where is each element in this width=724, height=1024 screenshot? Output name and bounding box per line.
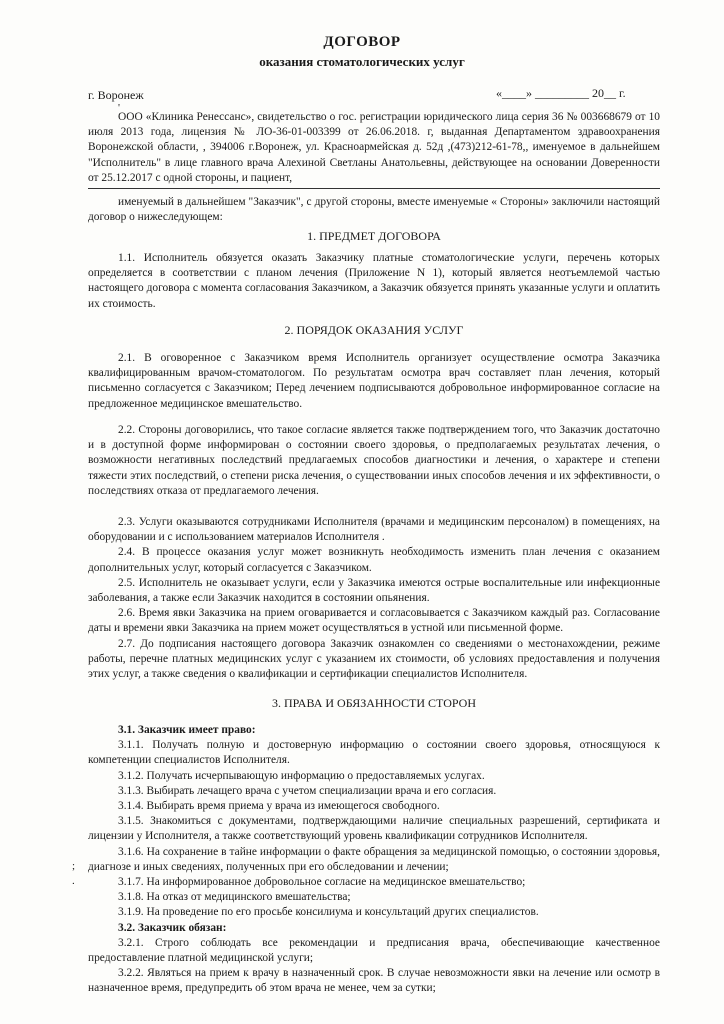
patient-name-line [88,188,660,189]
contract-date: «____» _________ 20__ г. [496,86,626,100]
section-3-heading: 3. ПРАВА И ОБЯЗАННОСТИ СТОРОН [271,696,477,710]
clause-2-2-block [88,423,660,499]
scan-mark: ' [118,102,120,114]
clause-3-2-2: 3.2.2. Являться на прием к врачу в назначенный срок. В случае невозможности явки на лечение или осмотр в назначенное время, предупредить об этом врача не менее, чем за сутки; [88,967,660,995]
clause-3-1-8: 3.1.8. На отказ от медицинского вмешательства; [118,891,351,904]
clause-3-2-1: 3.2.1. Строго соблюдать все рекомендации и предписания врача, обеспечивающие качественное предоставление платной медицинской услуги; [88,936,660,965]
clauses-2-3-to-2-7 [88,515,660,682]
clause-3-1-9: 3.1.9. На проведение по его просьбе консилиума и консультаций других специалистов. [118,906,539,919]
clause-2-2: 2.2. Стороны договорились, что такое согласие является также подтверждением того, что Заказчик достаточно и в доступной форме информирован о состоянии своего здоровья, о предполагаемых результатах лечения, о возможности негативных последствий предлагаемых способов диагностики и лечения, о характере и степени тяжести этих последствий, о степени риска лечения, о существовании иных способов лечения и их эффективности, о последствиях отказа от предлагаемого лечения. [88,424,660,497]
clause-1-1: 1.1. Исполнитель обязуется оказать Заказчику платные стоматологические услуги, перечень которых определяется в соответствии с планом лечения (Приложение N 1), который является неотъемлемой частью настоящего договора с момента согласования Заказчиком, а Заказчик обязуется принять указанные услуги и оплатить их стоимость. [88,252,660,310]
subsection-3-1-title: 3.1. Заказчик имеет право: [118,724,256,736]
clause-2-7: 2.7. До подписания настоящего договора Заказчик ознакомлен со сведениями о местонахождении, режиме работы, перечне платных медицинских услуг с указанием их стоимости, об условиях предоставления и получения этих услуг, а также сведения о квалификации и сертификации специалистов Исполнителя. [88,637,660,681]
clause-2-6: 2.6. Время явки Заказчика на прием оговаривается и согласовывается с Заказчиком каждый раз. Согласование даты и времени явки Заказчика на прием может осуществляться в устной или письменной форме. [88,607,660,635]
preamble-continuation [88,195,660,225]
preamble-paragraph-2: именуемый в дальнейшем "Заказчик", с другой стороны, вместе именуемые « Стороны» заключили настоящий договор о нижеследующем: [88,196,660,224]
section-2-heading: 2. ПОРЯДОК ОКАЗАНИЯ УСЛУГ [284,323,464,337]
clause-2-1: 2.1. В оговоренное с Заказчиком время Исполнитель организует осуществление осмотра Заказчика квалифицированным врачом-стоматологом. По результатам осмотра врач составляет план лечения, который письменно согласуется с Заказчиком; Перед лечением подписываются добровольное информированное согласие на предложенное медицинское вмешательство. [88,352,660,410]
section-1-heading: 1. ПРЕДМЕТ ДОГОВОРА [307,229,441,243]
document-title: ДОГОВОР [323,34,401,50]
clause-3-1-4: 3.1.4. Выбирать время приема у врача из имеющегося свободного. [118,800,440,813]
subsection-3-2-title: 3.2. Заказчик обязан: [118,921,227,934]
clause-3-1-7: 3.1.7. На информированное добровольное согласие на медицинское вмешательство; [118,876,526,889]
contract-city: г. Воронеж [88,88,144,102]
clause-2-5: 2.5. Исполнитель не оказывает услуги, если у Заказчика имеются острые воспалительные или инфекционные заболевания, а также если Заказчик находится в состоянии опьянения. [88,576,660,605]
clause-3-1-5: 3.1.5. Знакомиться с документами, подтверждающими наличие специальных разрешений, сертификата и лицензии у Исполнителя, а также соответствующий уровень квалификации сотрудников Исполнителя. [88,815,660,843]
clause-3-1-3: 3.1.3. Выбирать лечащего врача с учетом специализации врача и его согласия. [118,784,497,797]
section-3-body [88,723,660,997]
clause-3-1-1: 3.1.1. Получать полную и достоверную информацию о состоянии своего здоровья, относящуюся к компетенции специалистов Исполнителя. [88,739,660,767]
clause-3-1-2: 3.1.2. Получать исчерпывающую информацию о предоставляемых услугах. [118,769,485,782]
section-1-body [88,251,660,312]
scan-mark-2: ; [72,860,76,872]
clause-2-4: 2.4. В процессе оказания услуг может возникнуть необходимость изменить план лечения с оказанием дополнительных услуг, который согласуется с Заказчиком. [88,546,660,574]
clause-2-1-block [88,351,660,412]
preamble-paragraph: ООО «Клиника Ренессанс», свидетельство о гос. регистрации юридического лица серия 36 № 003668679 от 10 июля 2013 года, лицензия № ЛО-36-01-003399 от 26.06.2018. г, выданная Департаментом здравоохранения Воронежской области, , 394006 г.Воронеж, ул. Красноармейская д. 52д ,(473)212-61-78,, именуемое в дальнейшем "Исполнитель" в лице главного врача Алехиной Светланы Анатольевны, действующее на основании Доверенности от 25.12.2017 с одной стороны, и пациент, [88,111,660,184]
preamble-block [88,110,660,186]
scan-mark-3: . [72,875,75,887]
clause-2-3: 2.3. Услуги оказываются сотрудниками Исполнителя (врачами и медицинским персоналом) в помещениях, на оборудовании и с использованием материалов Исполнителя . [88,516,660,544]
document-subtitle: оказания стоматологических услуг [259,54,465,69]
clause-3-1-6: 3.1.6. На сохранение в тайне информации о факте обращения за медицинской помощью, о состоянии здоровья, диагнозе и иных сведениях, полученных при его обследовании и лечении; [88,845,660,873]
